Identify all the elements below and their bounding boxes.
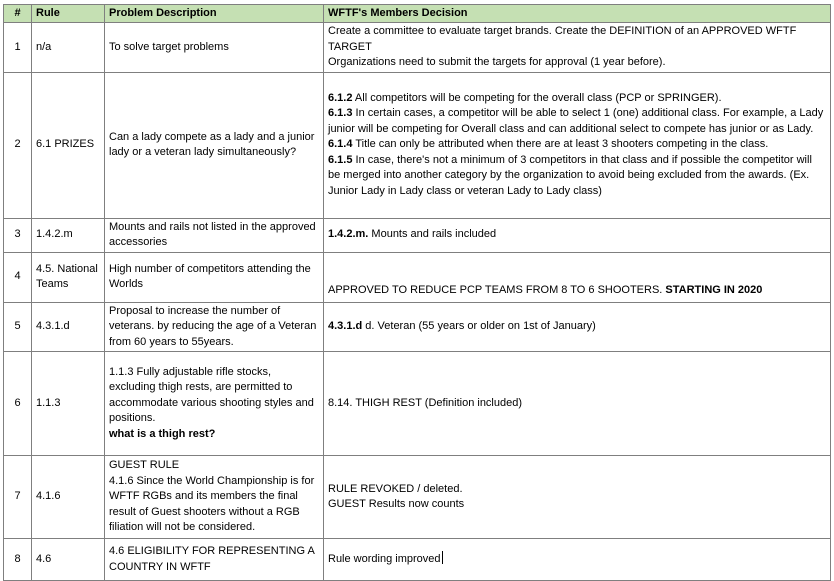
rule-ref: 6.1.4 [328,138,353,151]
row-number[interactable]: 4 [4,252,32,302]
decision-text: Mounts and rails included [368,228,497,241]
problem-cell[interactable]: Proposal to increase the number of veterans. by reducing the age of a Veteran from 60 years to 55years. [105,302,324,352]
problem-text: 1.1.3 Fully adjustable rifle stocks, excluding thigh rests, are permitted to accommodate various shooting styles and positions. [109,365,314,425]
decision-text: APPROVED TO REDUCE PCP TEAMS FROM 8 TO 6 SHOOTERS. [328,284,666,296]
rule-cell[interactable]: 1.4.2.m [32,218,105,252]
decision-paragraph [328,106,826,137]
text-cursor [442,551,443,564]
decision-paragraph [328,153,826,200]
header-problem-description[interactable]: Problem Description [105,5,324,23]
row-number[interactable]: 3 [4,218,32,252]
table-row [4,352,831,456]
header-row [4,5,831,23]
decision-text: d. Veteran (55 years or older on 1st of January) [362,320,596,332]
decision-text: Title can only be attributed when there are at least 3 shooters competing in the class. [352,138,769,151]
rule-ref: 6.1.5 [328,153,353,166]
problem-question: what is a thigh rest? [109,427,216,440]
row-number[interactable]: 6 [4,352,32,456]
decision-text: In case, there's not a minimum of 3 competitors in that class and if possible the competitor will be merged into another category by the organization to avoid being excluded from the awards. (Ex. Junior Lady in Lady class or veteran Lady to Lady class) [328,153,812,197]
table-row [4,302,831,352]
decisions-table [3,4,831,581]
decision-cell[interactable] [324,23,831,73]
rule-cell[interactable]: 4.5. National Teams [32,252,105,302]
row-number[interactable]: 5 [4,302,32,352]
problem-cell[interactable]: High number of competitors attending the Worlds [105,252,324,302]
decision-cell[interactable] [324,539,831,581]
problem-cell[interactable]: Can a lady compete as a lady and a junior lady or a veteran lady simultaneously? [105,72,324,218]
problem-cell[interactable]: To solve target problems [105,23,324,73]
decision-line: RULE REVOKED / deleted. [328,482,463,495]
table-row [4,252,831,302]
table-row [4,456,831,539]
decision-cell[interactable]: 8.14. THIGH REST (Definition included) [324,352,831,456]
decision-cell[interactable] [324,218,831,252]
rule-ref: 4.3.1.d [328,320,363,332]
problem-cell[interactable] [105,352,324,456]
rule-cell[interactable]: 4.1.6 [32,456,105,539]
header-rule[interactable]: Rule [32,5,105,23]
decision-text: All competitors will be competing for the overall class (PCP or SPRINGER). [352,91,722,104]
decision-line: Organizations need to submit the targets for approval (1 year before). [328,56,666,68]
table-row [4,539,831,581]
decision-text: Rule wording improved [328,553,441,566]
decision-text: In certain cases, a competitor will be able to select 1 (one) additional class. For example, a Lady junior will be competing for Overall class and can additional select to compete has junior or as Lady. [328,107,824,135]
decision-cell[interactable] [324,456,831,539]
rule-ref: 1.4.2.m. [328,228,369,241]
table-row [4,72,831,218]
rule-cell[interactable]: 6.1 PRIZES [32,72,105,218]
rule-cell[interactable]: 1.1.3 [32,352,105,456]
decisions-sheet [3,4,831,581]
decision-cell[interactable] [324,72,831,218]
decision-paragraph [328,91,826,107]
decision-line: Create a committee to evaluate target brands. Create the DEFINITION of an APPROVED WFTF TARGET [328,25,797,53]
rule-cell[interactable]: 4.6 [32,539,105,581]
rule-cell[interactable]: n/a [32,23,105,73]
problem-cell[interactable]: Mounts and rails not listed in the approved accessories [105,218,324,252]
rule-ref: 6.1.3 [328,107,353,120]
decision-line: GUEST Results now counts [328,498,465,510]
row-number[interactable]: 8 [4,539,32,581]
row-number[interactable]: 7 [4,456,32,539]
problem-cell[interactable] [105,456,324,539]
problem-heading: GUEST RULE [109,459,180,472]
decision-emphasis: STARTING IN 2020 [665,284,763,296]
decision-cell[interactable] [324,302,831,352]
row-number[interactable]: 1 [4,23,32,73]
problem-text: 4.1.6 Since the World Championship is for WFTF RGBs and its members the final result of Guest shooters without a RGB filiation will not be considered. [109,474,315,534]
table-row [4,218,831,252]
problem-cell[interactable]: 4.6 ELIGIBILITY FOR REPRESENTING A COUNTRY IN WFTF [105,539,324,581]
row-number[interactable]: 2 [4,72,32,218]
table-row [4,23,831,73]
decision-cell[interactable] [324,252,831,302]
decision-paragraph [328,137,826,153]
header-members-decision[interactable]: WFTF's Members Decision [324,5,831,23]
rule-ref: 6.1.2 [328,91,353,104]
rule-cell[interactable]: 4.3.1.d [32,302,105,352]
header-number[interactable]: # [4,5,32,23]
